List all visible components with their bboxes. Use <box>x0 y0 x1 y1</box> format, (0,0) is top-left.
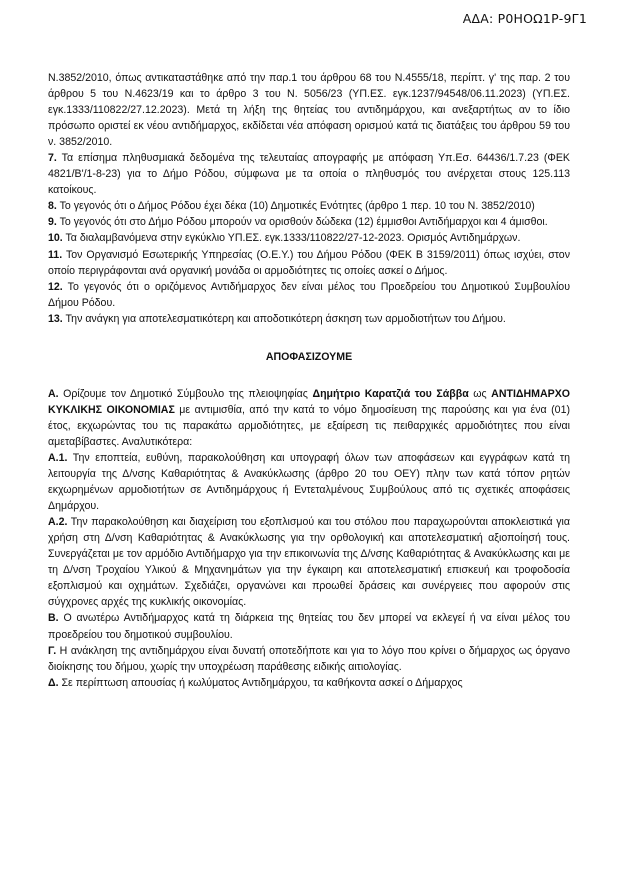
item-number: 10. <box>48 232 63 245</box>
item-number: 8. <box>48 200 57 213</box>
decision-a <box>48 386 570 450</box>
item-text: Τον Οργανισμό Εσωτερικής Υπηρεσίας (Ο.Ε.Υ.) του Δήμου Ρόδου (ΦΕΚ Β 3159/2011) όπως ισχύει, στον οποίο περιγράφονται ανά οργανική μονάδα οι αρμοδιότητες τις οποίες ασκεί ο Δήμος. <box>48 248 570 277</box>
decision-a1 <box>48 450 570 514</box>
list-item-13 <box>48 311 570 327</box>
decision-b <box>48 610 570 642</box>
item-number: 12. <box>48 280 63 293</box>
item-text: Σε περίπτωση απουσίας ή κωλύματος Αντιδημάρχου, τα καθήκοντα ασκεί ο Δήμαρχος <box>58 676 463 689</box>
decision-heading: ΑΠΟΦΑΣΙΖΟΥΜΕ <box>265 350 353 363</box>
item-number: 7. <box>48 152 57 165</box>
item-text: Τα διαλαμβανόμενα στην εγκύκλιο ΥΠ.ΕΣ. εγκ.1333/110822/27-12-2023. Ορισμός Αντιδημάρχων. <box>62 232 521 245</box>
item-number: Δ. <box>48 676 59 689</box>
item-text: με αντιμισθία, από την κατά το νόμο δημοσίευση της παρούσης και για ένα (01) έτος, εκχωρώντας του τις παρακάτω αρμοδιότητες, με εξαίρεση τις πειθαρχικές αρμοδιότητες που είναι αμεταβίβαστες. Αναλυτικότερα: <box>48 403 570 448</box>
item-number: Α.1. <box>48 451 68 464</box>
councillor-name: Δημήτριο Καρατζιά του Σάββα <box>312 387 469 400</box>
ada-code: ΑΔΑ: Ρ0ΗΟΩ1Ρ-9Γ1 <box>462 11 587 26</box>
item-number: 11. <box>48 248 63 261</box>
list-item-10 <box>48 230 570 246</box>
item-text: Τα επίσημα πληθυσμιακά δεδομένα της τελευταίας απογραφής με απόφαση Υπ.Εσ. 64436/1.7.23 (ΦΕΚ 4821/Β'/1-8-23) για το Δήμο Ρόδου, σύμφωνα με τα οποία ο πληθυσμός του ανέρχεται στους 125.113 κατοίκους. <box>48 152 570 197</box>
item-text: Ο ανωτέρω Αντιδήμαρχος κατά τη διάρκεια της θητείας του δεν μπορεί να εκλεγεί ή να είναι μέλος του προεδρείου του δημοτικού συμβουλίου. <box>48 612 570 641</box>
decision-a2 <box>48 514 570 610</box>
item-number: 13. <box>48 312 63 325</box>
list-item-8 <box>48 198 570 214</box>
list-item-9 <box>48 214 570 230</box>
item-number: Α. <box>48 387 59 400</box>
deputy-mayor-title: ΑΝΤΙΔΗΜΑΡΧΟ ΚΥΚΛΙΚΗΣ ΟΙΚΟΝΟΜΙΑΣ <box>48 387 570 416</box>
document-body <box>48 70 570 691</box>
item-text: Την παρακολούθηση και διαχείριση του εξοπλισμού και του στόλου που παραχωρούνται αποκλειστικά για χρήση στη Δ/νση Καθαριότητας & Ανακύκλωσης για την ορθολογική και αποτελεσματική αξιοποίησή τους. Συνεργάζεται με τον αρμόδιο Αντιδήμαρχο για την επικοινωνία της Δ/νσης Καθαριότητας & Ανακύκλωσης και με τη Δ/νση Τροχαίου Υλικού & Μηχανημάτων για την έγκαιρη και αποτελεσματική επισκευή και τροφοδοσία εξοπλισμού και οχημάτων. Σχεδιάζει, οργανώνει και προωθεί δράσεις και συνέργειες που αφορούν στις σύγχρονες αρχές της κυκλικής οικονομίας. <box>48 516 570 609</box>
item-text: Ορίζουμε τον Δημοτικό Σύμβουλο της πλειοψηφίας <box>58 387 313 400</box>
item-text: Το γεγονός ότι ο Δήμος Ρόδου έχει δέκα (10) Δημοτικές Ενότητες (άρθρο 1 περ. 10 του Ν. 3852/2010) <box>56 200 535 213</box>
decision-d <box>48 675 570 691</box>
item-text: Η ανάκληση της αντιδημάρχου είναι δυνατή οποτεδήποτε και για το λόγο που κρίνει ο δήμαρχος ως όργανο διοίκησης του δήμου, χωρίς την υποχρέωση παράθεσης ειδικής αιτιολογίας. <box>48 644 570 673</box>
paragraph-continued: Ν.3852/2010, όπως αντικαταστάθηκε από την παρ.1 του άρθρου 68 του Ν.4555/18, περίπτ. γ' της παρ. 2 του άρθρου 5 του Ν.4623/19 και το άρθρο 3 του Ν. 5056/23 (ΥΠ.ΕΣ. εγκ.1237/94548/06.11.2023) (ΥΠ.ΕΣ. εγκ.1333/110822/27.12.2023). Μετά τη λήξη της θητείας του αντιδημάρχου, και ανεξαρτήτως αν το ίδιο πρόσωπο οριστεί εκ νέου αντιδήμαρχος, εκδίδεται νέα απόφαση ορισμού κατά τις διατάξεις του άρθρου 59 του ν. 3852/2010. <box>48 72 570 149</box>
item-number: Γ. <box>48 644 57 657</box>
item-text: Το γεγονός ότι ο οριζόμενος Αντιδήμαρχος δεν είναι μέλος του Προεδρείου του Δημοτικού Συμβουλίου Δήμου Ρόδου. <box>48 280 570 309</box>
item-text: Την εποπτεία, ευθύνη, παρακολούθηση και υπογραφή όλων των αποφάσεων και εγγράφων κατά τη λειτουργία της Δ/νσης Καθαριότητας & Ανακύκλωσης (άρθρο 20 του ΟΕΥ) πλην των κατά τόπον ρητών εκχωρημένων αρμοδιοτήτων σε Αντιδημάρχους ή Εντεταλμένους Συμβούλους από τις σχετικές αποφάσεις Δημάρχου. <box>48 451 570 513</box>
item-number: Α.2. <box>48 516 68 529</box>
list-item-11 <box>48 247 570 279</box>
decision-g <box>48 643 570 675</box>
item-number: Β. <box>48 612 59 625</box>
item-number: 9. <box>48 216 57 229</box>
item-text: Την ανάγκη για αποτελεσματικότερη και αποδοτικότερη άσκηση των αρμοδιοτήτων του Δήμου. <box>62 312 506 325</box>
list-item-7 <box>48 150 570 198</box>
item-text: ως <box>468 387 492 400</box>
list-item-12 <box>48 279 570 311</box>
item-text: Το γεγονός ότι στο Δήμο Ρόδου μπορούν να ορισθούν δώδεκα (12) έμμισθοι Αντιδήμαρχοι και 4 άμισθοι. <box>56 216 548 229</box>
